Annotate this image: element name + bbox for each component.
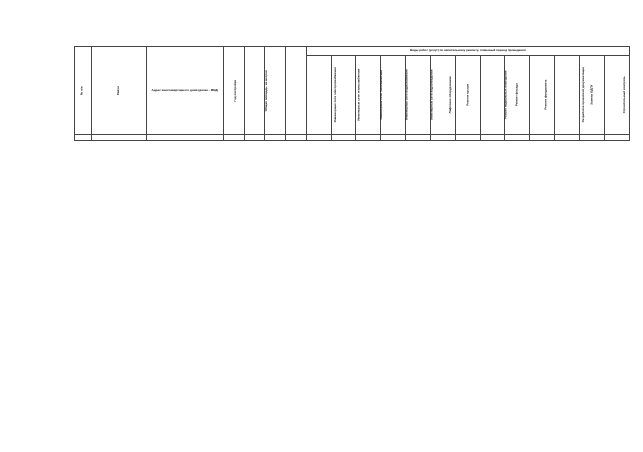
- column-header-work-7: Ремонт крыши: [455, 56, 480, 135]
- column-header-work-11: Разработка проектной документации: [555, 56, 580, 135]
- cell-address: [146, 135, 223, 141]
- column-header-work-4: Инженерные сети водоснабжения: [381, 56, 406, 135]
- column-header-work-6: Лифтовое оборудование: [430, 56, 455, 135]
- column-header-work-5: Инженерные сети водоотведения: [406, 56, 431, 135]
- cell-work-5: [406, 135, 431, 141]
- cell-work-9: [505, 135, 530, 141]
- cell-area-3: [286, 135, 307, 141]
- column-header-work-9: Ремонт фасада: [505, 56, 530, 135]
- column-header-work-13: Строительный контроль: [604, 56, 629, 135]
- column-header-address: Адрес многоквартирного дома (далее - МКД): [146, 47, 223, 135]
- column-header-total-area: Общая площадь, кв.метров: [244, 47, 265, 135]
- cell-work-2: [331, 135, 356, 141]
- cell-no: [75, 135, 92, 141]
- column-header-year-built: Год постройки: [224, 47, 245, 135]
- cell-area-2: [265, 135, 286, 141]
- table-row: [75, 135, 630, 141]
- capital-repair-register-table: [74, 46, 630, 141]
- column-header-work-3: Инженерные сети газоснабжения: [356, 56, 381, 135]
- cell-work-7: [455, 135, 480, 141]
- cell-work-1: [306, 135, 331, 141]
- column-header-work-group: Виды работ (услуг) по капитальному ремонту, плановый период проведения: [306, 47, 629, 56]
- cell-work-3: [356, 135, 381, 141]
- cell-work-8: [480, 135, 505, 141]
- cell-work-11: [555, 135, 580, 141]
- cell-work-4: [381, 135, 406, 141]
- cell-year-built: [224, 135, 245, 141]
- column-header-area-3: [286, 47, 307, 135]
- cell-work-6: [430, 135, 455, 141]
- cell-work-12: [579, 135, 604, 141]
- column-header-work-2: Инженерные сети теплоснабжения: [331, 56, 356, 135]
- cell-district: [91, 135, 146, 141]
- column-header-no: № п/п: [75, 47, 92, 135]
- column-header-work-1: Инженерные сети электроснабжения: [306, 56, 331, 135]
- cell-total-area: [244, 135, 265, 141]
- column-header-district: Район: [91, 47, 146, 135]
- cell-work-13: [604, 135, 629, 141]
- column-header-work-8: Ремонт подвальных помещений: [480, 56, 505, 135]
- register-body: [75, 135, 630, 141]
- column-header-work-12: Замена ОДПУ: [579, 56, 604, 135]
- cell-work-10: [530, 135, 555, 141]
- column-header-work-10: Ремонт фундамента: [530, 56, 555, 135]
